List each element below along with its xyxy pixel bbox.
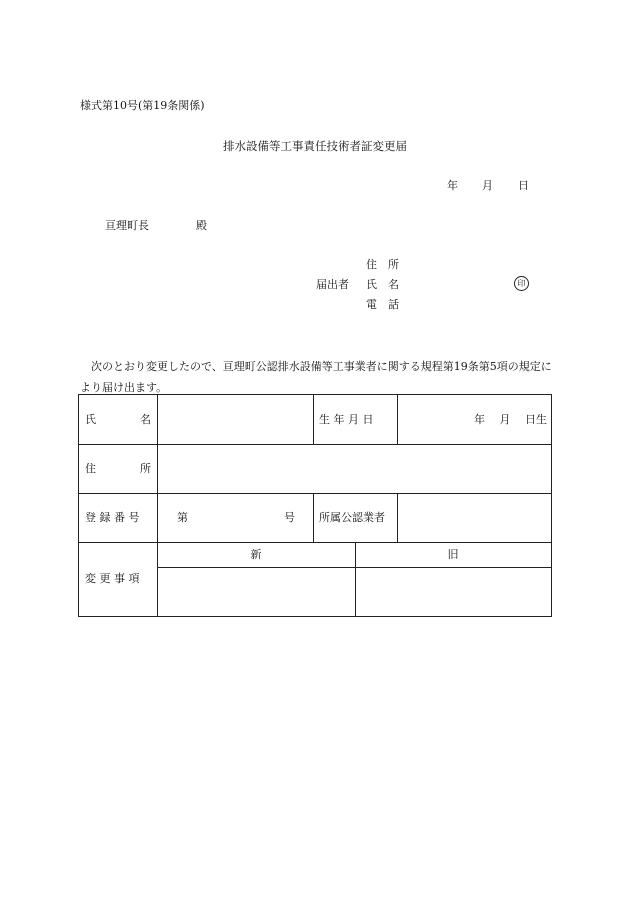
company-label: 所属公認業者 — [319, 511, 385, 524]
addressee-name: 亘理町長 — [105, 219, 149, 232]
table-row-divider — [79, 542, 551, 543]
changes-label: 変 更 事 項 — [85, 572, 140, 585]
registration-suffix: 号 — [284, 511, 295, 524]
addressee-honorific: 殿 — [196, 219, 207, 232]
birthdate-label: 生 年 月 日 — [319, 413, 374, 426]
address-label: 住 所 — [85, 462, 151, 475]
table-column-divider — [397, 395, 398, 444]
date-day-label: 日 — [518, 179, 529, 192]
table-column-divider — [313, 493, 314, 542]
table-column-divider — [157, 395, 158, 616]
registration-number-label: 登 録 番 号 — [85, 511, 140, 524]
body-paragraph: 次のとおり変更したので、亘理町公認排水設備等工事業者に関する規程第19条第5項の規定により届け出ます。 — [80, 360, 552, 394]
new-column-header: 新 — [250, 548, 262, 561]
applicant-name-label: 氏 名 — [366, 278, 399, 291]
table-row-divider — [79, 444, 551, 445]
applicant-group-label: 届出者 — [316, 278, 349, 291]
seal-mark: 印 — [514, 276, 529, 291]
applicant-address-label: 住 所 — [366, 258, 399, 271]
table-row-divider — [157, 567, 551, 568]
form-number: 様式第10号(第19条関係) — [80, 99, 205, 112]
date-month-label: 月 — [482, 179, 493, 192]
table-row-divider — [79, 493, 551, 494]
registration-prefix: 第 — [177, 511, 188, 524]
applicant-phone-label: 電 話 — [366, 298, 399, 311]
old-column-header: 旧 — [447, 548, 459, 561]
table-column-divider — [397, 493, 398, 542]
name-label: 氏 名 — [85, 413, 151, 426]
table-column-divider — [313, 395, 314, 444]
date-year-label: 年 — [447, 179, 458, 192]
change-form-table — [78, 394, 552, 617]
document-title: 排水設備等工事責任技術者証変更届 — [223, 139, 407, 153]
birthdate-value: 年 月 日生 — [474, 413, 547, 426]
